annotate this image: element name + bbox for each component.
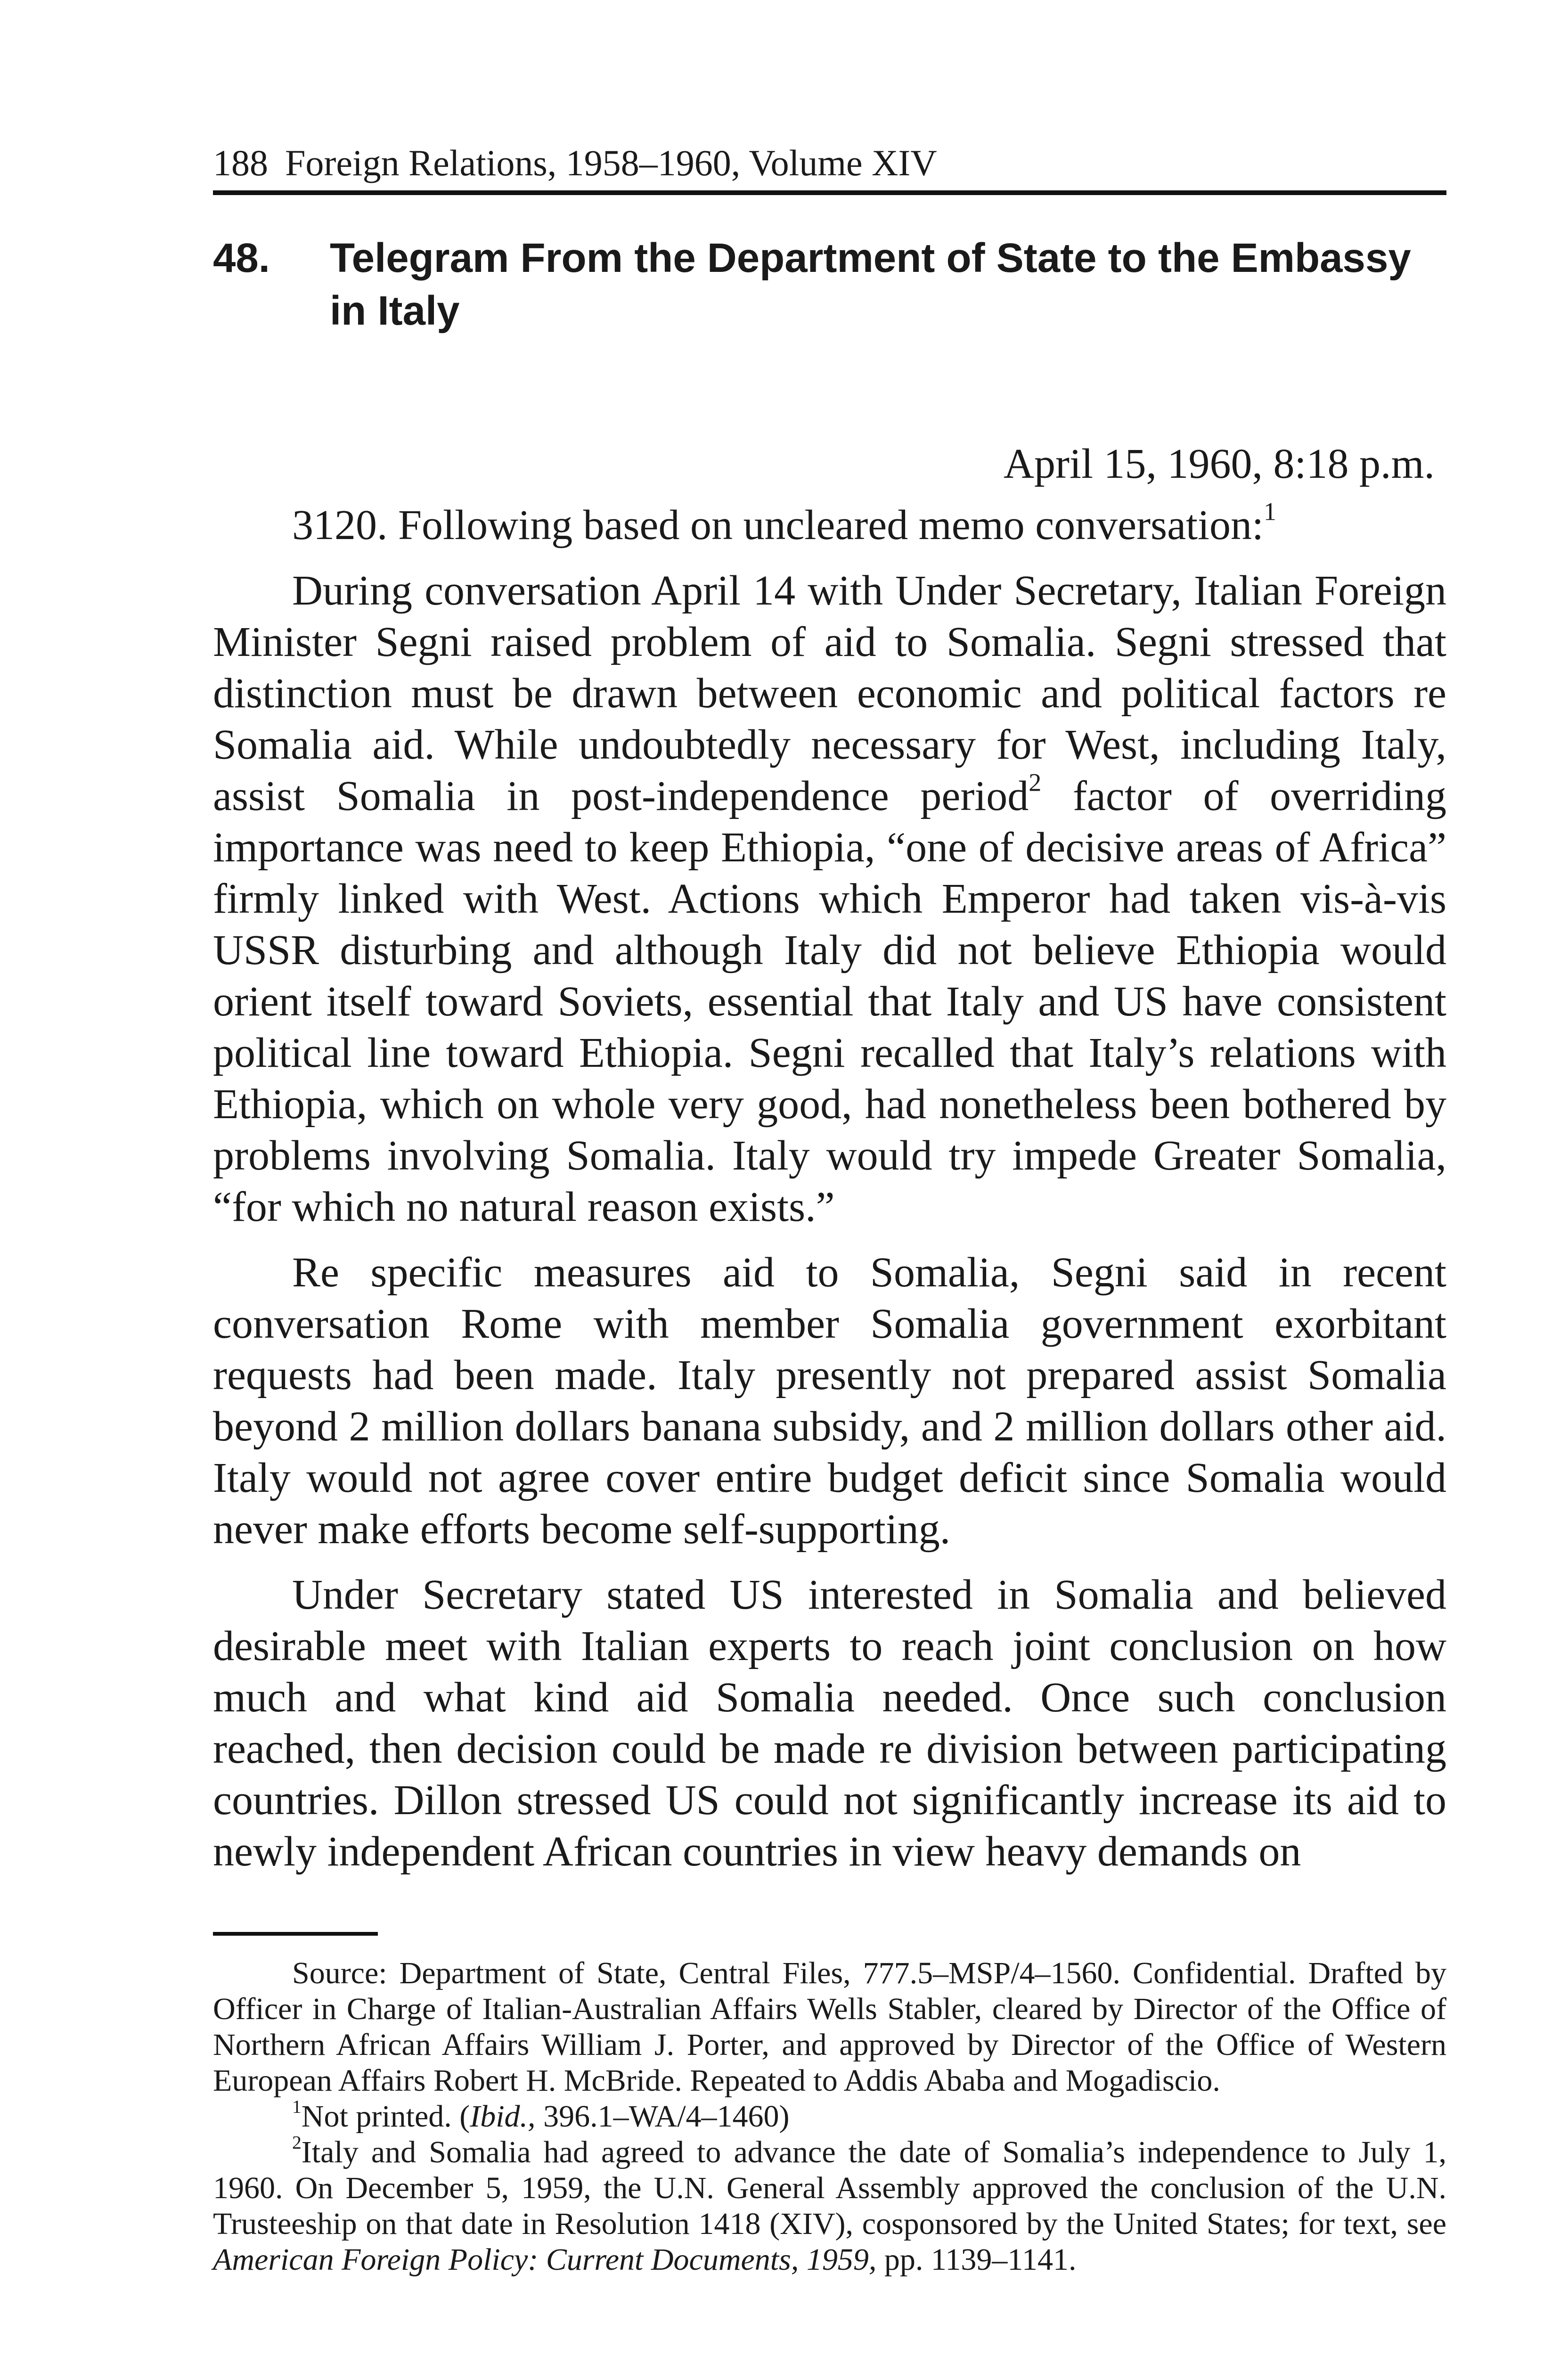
footnote-text: Italy and Somalia had agreed to advance the date of Somalia’s independence to July 1, 1960. On December 5, 1959, the U.N. General Assembly approved the conclusion of the U.N. Trusteeship on that date in Resolution 1418 (XIV), cosponsored by the United States; for text, see: [213, 2135, 1446, 2241]
paragraph-text: During conversation April 14 with Under Secretary, Italian Foreign Minister Segni raised problem of aid to Somalia. Segni stressed that distinction must be drawn between economic and political factors re Somalia aid. While undoubtedly necessary for West, including Italy, assist Somalia in post-independence period: [213, 567, 1446, 819]
body-paragraph-4: Under Secretary stated US interested in Somalia and believed desirable meet with Italian experts to reach joint conclusion on how much and what kind aid Somalia needed. Once such conclusion reached, then decision could be made re division between participating countries. Dillon stressed US could not significantly increase its aid to newly independent African countries in view heavy demands on: [213, 1571, 1446, 1875]
footnote-text: 396.1–WA/4–1460): [535, 2099, 790, 2134]
footnote-rule: [213, 1932, 378, 1936]
running-header: [213, 139, 1446, 195]
footnote-2: [213, 2132, 1446, 2278]
document-title: Telegram From the Department of State to the Embassy in Italy: [330, 235, 1411, 334]
telegram-body: [213, 499, 1446, 1877]
paragraph-text: factor of overriding importance was need to keep Ethiopia, “one of decisive areas of Africa” firmly linked with West. Actions which Emperor had taken vis-à-vis USSR disturbing and although Italy did not believe Ethiopia would orient itself toward Soviets, essential that Italy and US have consistent political line toward Ethiopia. Segni recalled that Italy’s relations with Ethiopia, which on whole very good, had nonetheless been bothered by problems involving Somalia. Italy would try impede Greater Somalia, “for which no natural reason exists.”: [213, 773, 1446, 1230]
body-paragraph-3: Re specific measures aid to Somalia, Segni said in recent conversation Rome with member Somalia government exorbitant requests had been made. Italy presently not prepared assist Somalia beyond 2 million dollars banana subsidy, and 2 million dollars other aid. Italy would not agree cover entire budget deficit since Somalia would never make efforts become self-supporting.: [213, 1249, 1446, 1553]
paragraph-text: 3120. Following based on uncleared memo conversation:: [292, 502, 1264, 548]
footnote-italic: Ibid.,: [470, 2099, 536, 2134]
source-note: Source: Department of State, Central Files, 777.5–MSP/4–1560. Confidential. Drafted by Officer in Charge of Italian-Australian Affairs Wells Stabler, cleared by Director of the Office of Northern African Affairs William J. Porter, and approved by Director of the Office of Western European Affairs Robert H. McBride. Repeated to Addis Ababa and Mogadiscio.: [213, 1956, 1446, 2098]
footnote-ref-1: 1: [1264, 497, 1277, 526]
document-number: 48.: [213, 235, 270, 281]
body-paragraph-2: [213, 565, 1446, 1233]
footnote-italic: American Foreign Policy: Current Documents, 1959,: [213, 2242, 877, 2277]
body-paragraph-1: [213, 499, 1446, 551]
footnote-text: Not printed. (: [301, 2099, 470, 2134]
footnote-1: [213, 2096, 1446, 2135]
footnote-number: 1: [292, 2096, 302, 2117]
footnote-ref-2: 2: [1029, 768, 1042, 797]
footnote-text: pp. 1139–1141.: [876, 2242, 1077, 2277]
running-title: Foreign Relations, 1958–1960, Volume XIV: [285, 142, 937, 183]
footnote-number: 2: [292, 2132, 302, 2153]
document-heading: [213, 232, 1446, 337]
page-number: 188: [213, 142, 268, 183]
footnotes: [213, 1955, 1446, 2278]
dateline: April 15, 1960, 8:18 p.m.: [1004, 441, 1435, 487]
